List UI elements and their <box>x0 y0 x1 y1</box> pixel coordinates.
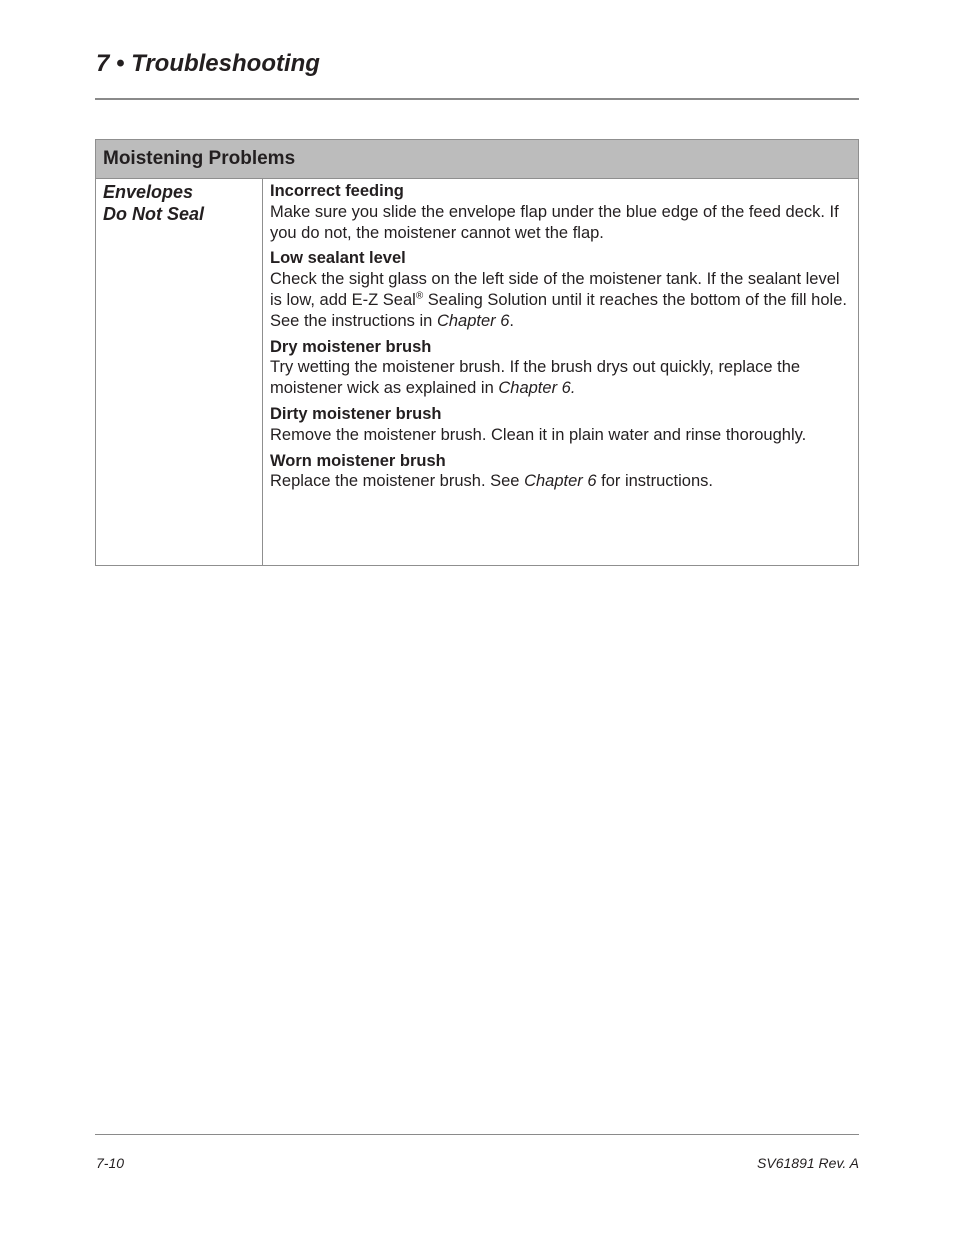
issue-worn-moistener-brush <box>270 451 854 493</box>
issue-text-part: Check the sight glass on the left side of the moistener tank. If the sealant level is low, add E-Z Seal <box>270 270 840 309</box>
issue-low-sealant-level <box>270 248 854 331</box>
issue-title: Incorrect feeding <box>270 182 404 200</box>
document-id: SV61891 Rev. A <box>757 1155 859 1171</box>
issue-text-part: Try wetting the moistener brush. If the brush drys out quickly, replace the moistener wick as explained in <box>270 358 801 398</box>
table-body <box>96 179 858 565</box>
issue-title: Dry moistener brush <box>270 337 432 356</box>
issue-dirty-moistener-brush <box>270 404 854 446</box>
issue-title: Dirty moistener brush <box>270 404 442 423</box>
header-divider <box>95 98 859 100</box>
issue-text-part: for instructions. <box>596 472 713 491</box>
problem-line-2: Do Not Seal <box>103 204 205 224</box>
issue-text-part: . <box>509 311 514 330</box>
problem-cell <box>96 179 263 565</box>
issue-text <box>270 471 854 492</box>
page-title: 7 • Troubleshooting <box>96 50 320 77</box>
chapter-reference: Chapter 6 <box>524 472 597 491</box>
registered-mark: ® <box>415 290 424 302</box>
problem-line-1: Envelopes <box>103 182 194 202</box>
solutions-cell <box>270 181 854 497</box>
issue-text-part: Replace the moistener brush. See <box>270 472 525 491</box>
issue-text: Remove the moistener brush. Clean it in plain water and rinse thoroughly. <box>270 425 807 444</box>
table-heading: Moistening Problems <box>96 140 858 179</box>
issue-incorrect-feeding <box>270 181 854 243</box>
footer-divider <box>95 1134 859 1135</box>
troubleshooting-table <box>95 139 859 566</box>
issue-text <box>270 357 854 399</box>
issue-text <box>270 269 854 331</box>
chapter-reference: Chapter 6. <box>498 379 576 398</box>
chapter-reference: Chapter 6 <box>436 311 510 330</box>
issue-text: Make sure you slide the envelope flap under the blue edge of the feed deck. If you do not, the moistener cannot wet the flap. <box>270 202 839 242</box>
issue-text-part: Sealing Solution until it reaches the bottom of the fill hole. See the instructions in <box>270 290 847 330</box>
issue-dry-moistener-brush <box>270 337 854 399</box>
page-number: 7-10 <box>96 1155 125 1171</box>
issue-title: Worn moistener brush <box>270 451 446 470</box>
issue-title: Low sealant level <box>270 249 406 268</box>
